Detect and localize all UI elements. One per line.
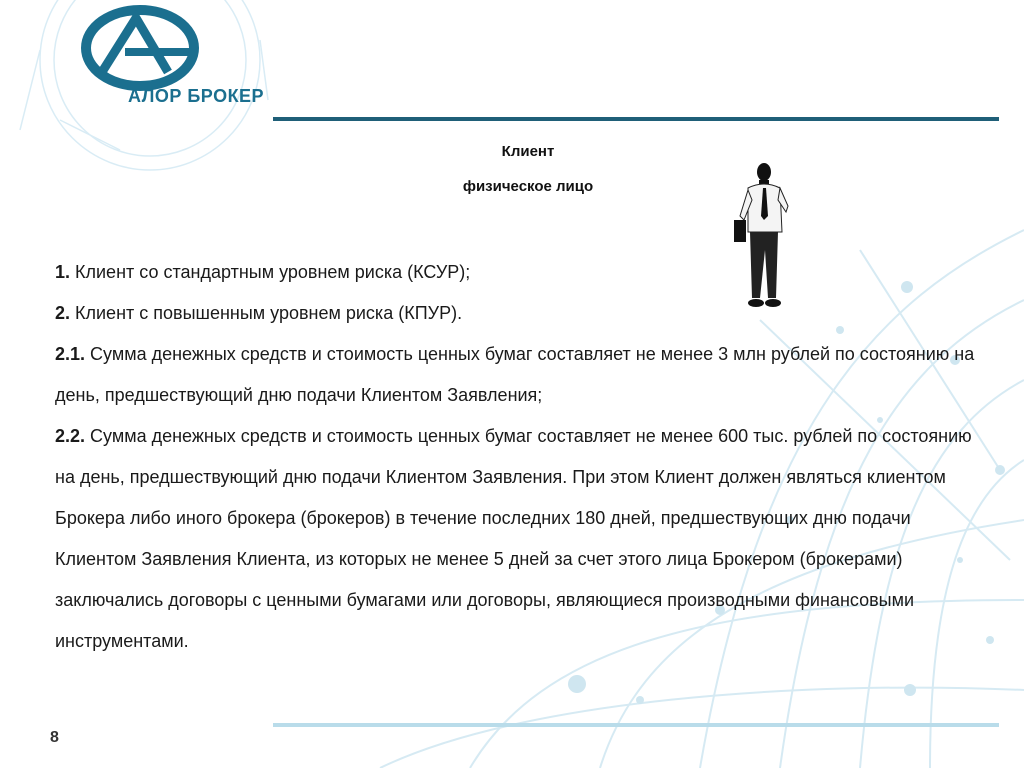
item-text: Сумма денежных средств и стоимость ценных бумаг составляет не менее 3 млн рублей по состоянию на день, предшествующий дню подачи Клиентом Заявления;	[55, 344, 975, 405]
header-divider	[273, 117, 999, 121]
item-number: 2.1.	[55, 344, 86, 364]
item-number: 2.2.	[55, 426, 86, 446]
item-text: Клиент с повышенным уровнем риска (КПУР).	[70, 303, 463, 323]
slide-title: Клиент	[501, 143, 555, 160]
alor-logo-icon	[40, 0, 270, 140]
list-item	[55, 334, 985, 416]
footer-divider	[273, 723, 999, 727]
item-number: 1.	[55, 262, 71, 282]
item-number: 2.	[55, 303, 71, 323]
list-item	[55, 293, 985, 334]
slide-subtitle: физическое лицо	[462, 178, 594, 195]
company-logo	[40, 0, 270, 140]
item-text: Клиент со стандартным уровнем риска (КСУР);	[70, 262, 471, 282]
item-text: Сумма денежных средств и стоимость ценных бумаг составляет не менее 600 тыс. рублей по состоянию на день, предшествующий дню подачи Клиентом Заявления. При этом Клиент должен являться клиентом Брокера либо иного брокера (брокеров) в течение последних 180 дней, предшествующих дню подачи Клиентом Заявления Клиента, из которых не менее 5 дней за счет этого лица Брокером (брокерами) заключались договоры с ценными бумагами или договоры, являющиеся производными финансовыми инструментами.	[55, 426, 972, 651]
logo-text: АЛОР БРОКЕР	[128, 86, 265, 106]
slide-body	[55, 252, 985, 662]
list-item	[55, 416, 985, 662]
page-number: 8	[50, 729, 59, 746]
list-item	[55, 252, 985, 293]
